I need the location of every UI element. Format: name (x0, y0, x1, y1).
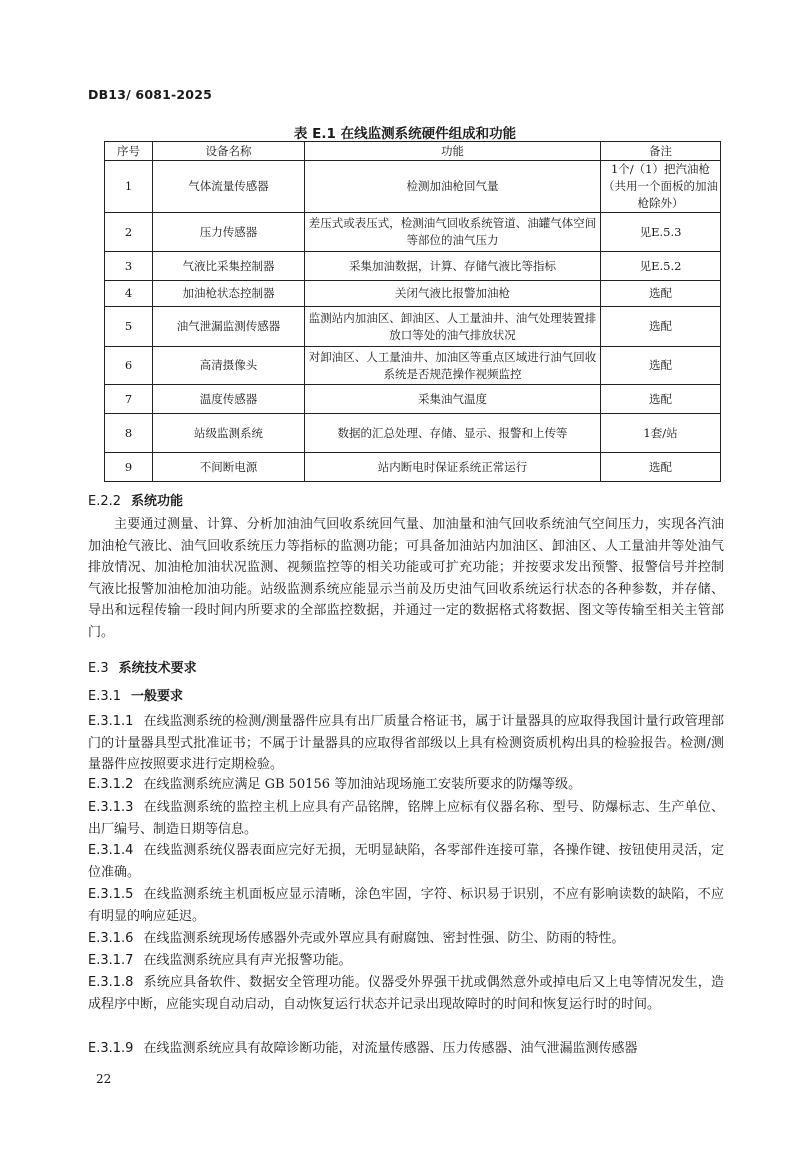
col-header-name: 设备名称 (153, 142, 305, 161)
table-row (105, 281, 721, 307)
clause-e315 (88, 884, 724, 927)
col-header-no: 序号 (105, 142, 153, 161)
section-number: E.3.1 (88, 689, 122, 704)
clause-e314 (88, 840, 724, 883)
cell-name: 加油枪状态控制器 (153, 281, 305, 307)
clause-e313 (88, 797, 724, 840)
cell-function: 对卸油区、人工量油井、加油区等重点区域进行油气回收系统是否规范操作视频监控 (305, 347, 601, 385)
section-title: 一般要求 (131, 689, 184, 704)
clause-number: E.3.1.1 (88, 714, 134, 729)
cell-function: 关闭气液比报警加油枪 (305, 281, 601, 307)
cell-function: 监测站内加油区、卸油区、人工量油井、油气处理装置排放口等处的油气排放状况 (305, 307, 601, 347)
cell-name: 不间断电源 (153, 453, 305, 482)
clause-number: E.3.1.3 (88, 800, 134, 815)
clause-e312 (88, 774, 724, 796)
table-row (105, 385, 721, 414)
cell-no: 8 (105, 414, 153, 453)
cell-no: 5 (105, 307, 153, 347)
table-row (105, 213, 721, 252)
section-number: E.3 (88, 661, 109, 676)
cell-no: 3 (105, 252, 153, 281)
cell-note: 选配 (601, 307, 721, 347)
clause-text: 在线监测系统主机面板应显示清晰，涂色牢固，字符、标识易于识别，不应有影响读数的缺陷，不应有明显的响应延迟。 (88, 887, 724, 924)
section-number: E.2.2 (88, 494, 122, 509)
clause-text: 在线监测系统的检测/测量器件应具有出厂质量合格证书，属于计量器具的应取得我国计量行政管理部门的计量器具型式批准证书；不属于计量器具的应取得省部级以上具有检测资质机构出具的检验报告。检测/测量器件应按照要求进行定期检验。 (88, 714, 724, 772)
clause-text: 在线监测系统仪器表面应完好无损，无明显缺陷，各零部件连接可靠，各操作键、按钮使用灵活，定位准确。 (88, 843, 724, 880)
cell-name: 气液比采集控制器 (153, 252, 305, 281)
cell-name: 油气泄漏监测传感器 (153, 307, 305, 347)
cell-note: 1套/站 (601, 414, 721, 453)
table-row (105, 347, 721, 385)
section-heading-e3 (88, 657, 197, 676)
section-title: 系统技术要求 (118, 661, 197, 676)
section-heading-e22 (88, 490, 183, 509)
clause-number: E.3.1.5 (88, 887, 134, 902)
clause-text: 在线监测系统的监控主机上应具有产品铭牌，铭牌上应标有仪器名称、型号、防爆标志、生产单位、出厂编号、制造日期等信息。 (88, 800, 724, 837)
clause-e317 (88, 950, 724, 972)
cell-no: 6 (105, 347, 153, 385)
page-number: 22 (96, 1072, 112, 1086)
paragraph-e22: 主要通过测量、计算、分析加油油气回收系统回气量、加油量和油气回收系统油气空间压力，实现各汽油加油枪气液比、油气回收系统压力等指标的监测功能；可具备加油站内加油区、卸油区、人工量油井等处油气排放情况、加油枪加油状况监测、视频监控等的相关功能或可扩充功能；并按要求发出预警、报警信号并控制气液比报警加油枪加油功能。站级监测系统应能显示当前及历史油气回收系统运行状态的各种参数，并存储、导出和远程传输一段时间内所要求的全部监控数据，并通过一定的数据格式将数据、图文等传输至相关主管部门。 (88, 517, 724, 640)
cell-no: 4 (105, 281, 153, 307)
table-row (105, 453, 721, 482)
clause-text: 在线监测系统现场传感器外壳或外罩应具有耐腐蚀、密封性强、防尘、防雨的特性。 (143, 931, 625, 946)
clause-text: 在线监测系统应具有声光报警功能。 (143, 953, 352, 968)
clause-e316 (88, 928, 724, 950)
col-header-function: 功能 (305, 142, 601, 161)
table-row (105, 161, 721, 213)
clause-number: E.3.1.7 (88, 953, 134, 968)
clause-number: E.3.1.4 (88, 843, 134, 858)
clause-e319 (88, 1038, 724, 1060)
cell-function: 检测加油枪回气量 (305, 161, 601, 213)
cell-note: 1个/（1）把汽油枪（共用一个面板的加油枪除外） (601, 161, 721, 213)
cell-no: 9 (105, 453, 153, 482)
cell-no: 1 (105, 161, 153, 213)
clause-text: 在线监测系统应满足 GB 50156 等加油站现场施工安装所要求的防爆等级。 (143, 777, 582, 792)
cell-no: 7 (105, 385, 153, 414)
section-title: 系统功能 (131, 494, 184, 509)
cell-no: 2 (105, 213, 153, 252)
cell-name: 温度传感器 (153, 385, 305, 414)
table-row (105, 414, 721, 453)
cell-name: 站级监测系统 (153, 414, 305, 453)
cell-name: 高清摄像头 (153, 347, 305, 385)
clause-number: E.3.1.9 (88, 1041, 134, 1056)
cell-function: 差压式或表压式，检测油气回收系统管道、油罐气体空间等部位的油气压力 (305, 213, 601, 252)
cell-note: 见E.5.2 (601, 252, 721, 281)
clause-text: 在线监测系统应具有故障诊断功能，对流量传感器、压力传感器、油气泄漏监测传感器 (143, 1041, 638, 1056)
section-heading-e31 (88, 685, 183, 704)
hardware-table (104, 141, 721, 482)
cell-function: 数据的汇总处理、存储、显示、报警和上传等 (305, 414, 601, 453)
cell-function: 采集油气温度 (305, 385, 601, 414)
document-id: DB13/ 6081-2025 (88, 87, 212, 102)
clause-number: E.3.1.6 (88, 931, 134, 946)
clause-number: E.3.1.2 (88, 777, 134, 792)
cell-note: 选配 (601, 347, 721, 385)
cell-name: 气体流量传感器 (153, 161, 305, 213)
table-row (105, 307, 721, 347)
clause-e318 (88, 972, 724, 1015)
cell-note: 选配 (601, 281, 721, 307)
table-row (105, 252, 721, 281)
cell-note: 选配 (601, 453, 721, 482)
clause-text: 系统应具备软件、数据安全管理功能。仪器受外界强干扰或偶然意外或掉电后又上电等情况发生，造成程序中断，应能实现自动启动，自动恢复运行状态并记录出现故障时的时间和恢复运行时的时间。 (88, 975, 724, 1012)
clause-number: E.3.1.8 (88, 975, 134, 990)
col-header-note: 备注 (601, 142, 721, 161)
cell-note: 见E.5.3 (601, 213, 721, 252)
table-caption: 表 E.1 在线监测系统硬件组成和功能 (293, 126, 517, 142)
cell-note: 选配 (601, 385, 721, 414)
clause-e311 (88, 711, 724, 776)
cell-name: 压力传感器 (153, 213, 305, 252)
cell-function: 采集加油数据，计算、存储气液比等指标 (305, 252, 601, 281)
table-header-row (105, 142, 721, 161)
cell-function: 站内断电时保证系统正常运行 (305, 453, 601, 482)
